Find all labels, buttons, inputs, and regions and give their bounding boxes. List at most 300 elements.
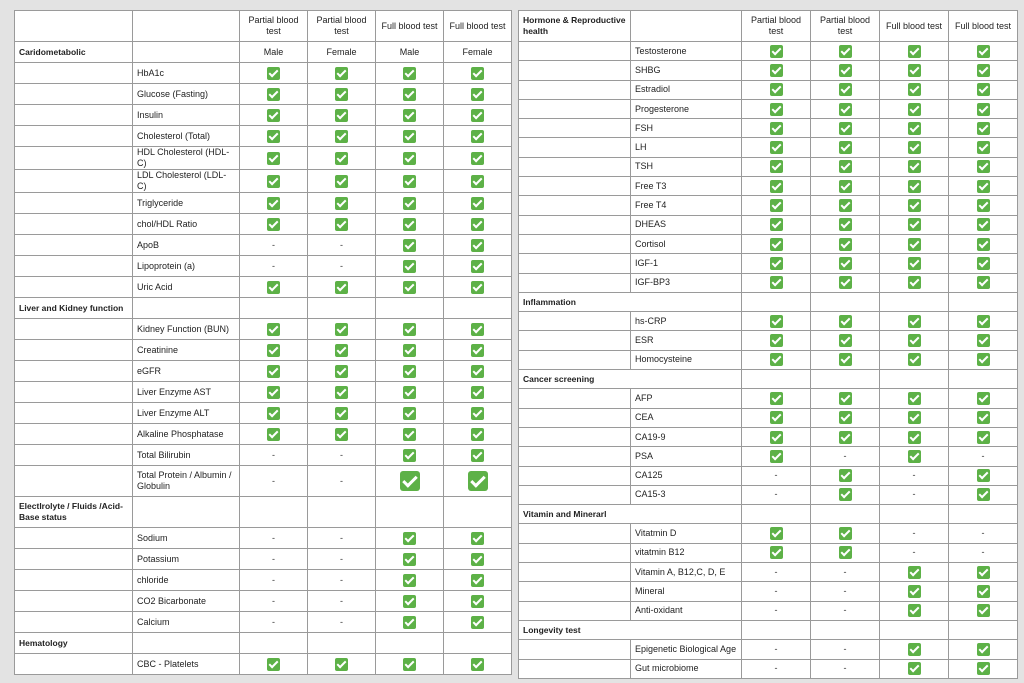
status-cell bbox=[308, 361, 376, 382]
table-row bbox=[519, 177, 1018, 196]
table-row bbox=[15, 193, 512, 214]
dash-mark: - bbox=[774, 470, 778, 481]
check-icon bbox=[335, 197, 348, 210]
status-cell bbox=[811, 466, 880, 485]
check-icon bbox=[770, 431, 783, 444]
section-spacer-cell bbox=[519, 350, 631, 369]
check-icon bbox=[267, 218, 280, 231]
section-spacer-cell bbox=[15, 612, 133, 633]
column-header: Partial blood test bbox=[742, 11, 811, 42]
dash-mark: - bbox=[340, 449, 343, 460]
status-cell bbox=[308, 445, 376, 466]
status-cell bbox=[444, 84, 512, 105]
status-cell bbox=[444, 403, 512, 424]
table-row bbox=[15, 612, 512, 633]
check-icon bbox=[977, 643, 990, 656]
status-cell bbox=[240, 277, 308, 298]
test-name: Alkaline Phosphatase bbox=[133, 424, 240, 445]
status-cell bbox=[308, 126, 376, 147]
section-spacer-cell bbox=[519, 447, 631, 466]
header-row bbox=[519, 11, 1018, 42]
table-row bbox=[15, 214, 512, 235]
status-cell bbox=[376, 277, 444, 298]
check-icon bbox=[471, 239, 484, 252]
check-icon bbox=[403, 152, 416, 165]
status-cell bbox=[742, 408, 811, 427]
status-cell bbox=[376, 654, 444, 675]
section-row bbox=[519, 370, 1018, 389]
check-icon bbox=[770, 141, 783, 154]
status-cell bbox=[444, 361, 512, 382]
section-spacer-cell bbox=[519, 215, 631, 234]
empty-cell bbox=[742, 620, 811, 639]
check-icon bbox=[977, 103, 990, 116]
dash-mark: - bbox=[340, 595, 343, 606]
status-cell bbox=[240, 235, 308, 256]
empty-cell bbox=[376, 497, 444, 528]
table-row bbox=[519, 99, 1018, 118]
dash-mark: - bbox=[981, 528, 985, 539]
status-cell bbox=[949, 196, 1018, 215]
status-cell bbox=[376, 570, 444, 591]
status-cell bbox=[949, 273, 1018, 292]
section-spacer-cell bbox=[519, 80, 631, 99]
section-spacer-cell bbox=[519, 254, 631, 273]
status-cell bbox=[811, 99, 880, 118]
table-row bbox=[519, 119, 1018, 138]
check-icon bbox=[471, 407, 484, 420]
dash-mark: - bbox=[340, 260, 343, 271]
check-icon bbox=[977, 392, 990, 405]
test-name: Potassium bbox=[133, 549, 240, 570]
status-cell bbox=[240, 570, 308, 591]
check-icon bbox=[335, 218, 348, 231]
check-icon bbox=[908, 662, 921, 675]
dash-mark: - bbox=[272, 532, 275, 543]
dash-mark: - bbox=[340, 475, 343, 486]
status-cell bbox=[308, 403, 376, 424]
status-cell bbox=[240, 612, 308, 633]
status-cell bbox=[742, 138, 811, 157]
check-icon bbox=[908, 604, 921, 617]
status-cell bbox=[949, 42, 1018, 61]
status-cell bbox=[444, 549, 512, 570]
status-cell bbox=[240, 382, 308, 403]
dash-mark: - bbox=[340, 616, 343, 627]
check-icon bbox=[267, 407, 280, 420]
section-title: Cancer screening bbox=[519, 370, 742, 389]
section-spacer-cell bbox=[15, 591, 133, 612]
check-icon bbox=[908, 353, 921, 366]
table-row bbox=[519, 254, 1018, 273]
empty-cell bbox=[880, 292, 949, 311]
check-icon bbox=[267, 281, 280, 294]
table-row bbox=[15, 63, 512, 84]
left-test-table bbox=[14, 10, 512, 675]
check-icon bbox=[839, 276, 852, 289]
check-icon bbox=[977, 45, 990, 58]
check-icon bbox=[335, 323, 348, 336]
right-test-table bbox=[518, 10, 1018, 679]
status-cell bbox=[949, 524, 1018, 543]
section-spacer-cell bbox=[15, 319, 133, 340]
check-icon bbox=[839, 392, 852, 405]
check-icon bbox=[908, 141, 921, 154]
dash-mark: - bbox=[912, 528, 916, 539]
check-icon bbox=[770, 411, 783, 424]
status-cell bbox=[880, 42, 949, 61]
check-icon bbox=[839, 546, 852, 559]
test-name: Free T3 bbox=[631, 177, 742, 196]
check-icon bbox=[977, 585, 990, 598]
check-icon bbox=[839, 180, 852, 193]
table-row bbox=[15, 445, 512, 466]
check-icon bbox=[977, 315, 990, 328]
check-icon bbox=[908, 643, 921, 656]
check-icon bbox=[839, 160, 852, 173]
check-icon bbox=[471, 386, 484, 399]
status-cell bbox=[949, 331, 1018, 350]
status-cell bbox=[880, 331, 949, 350]
check-icon bbox=[471, 152, 484, 165]
check-icon bbox=[403, 449, 416, 462]
dash-mark: - bbox=[843, 643, 847, 654]
test-name: Vitatmin D bbox=[631, 524, 742, 543]
check-icon bbox=[770, 334, 783, 347]
status-cell bbox=[376, 214, 444, 235]
check-icon bbox=[471, 553, 484, 566]
section-spacer-cell bbox=[15, 170, 133, 193]
check-icon bbox=[267, 344, 280, 357]
check-icon bbox=[908, 122, 921, 135]
status-cell bbox=[240, 445, 308, 466]
check-icon bbox=[908, 218, 921, 231]
status-cell bbox=[742, 601, 811, 620]
check-icon bbox=[267, 386, 280, 399]
section-spacer-cell bbox=[519, 466, 631, 485]
section-spacer-cell bbox=[519, 659, 631, 678]
check-icon bbox=[267, 658, 280, 671]
status-cell bbox=[949, 408, 1018, 427]
test-name: Anti-oxidant bbox=[631, 601, 742, 620]
status-cell bbox=[376, 340, 444, 361]
check-icon bbox=[977, 141, 990, 154]
check-icon bbox=[770, 238, 783, 251]
status-cell bbox=[240, 63, 308, 84]
status-cell bbox=[949, 312, 1018, 331]
table-row bbox=[519, 157, 1018, 176]
check-icon bbox=[267, 197, 280, 210]
status-cell bbox=[880, 659, 949, 678]
status-cell bbox=[949, 485, 1018, 504]
dash-mark: - bbox=[912, 489, 916, 500]
status-cell bbox=[742, 389, 811, 408]
check-icon bbox=[839, 315, 852, 328]
status-cell bbox=[240, 361, 308, 382]
section-spacer-cell bbox=[15, 193, 133, 214]
status-cell bbox=[444, 214, 512, 235]
status-cell bbox=[880, 466, 949, 485]
check-icon bbox=[908, 160, 921, 173]
check-icon bbox=[908, 566, 921, 579]
status-cell bbox=[880, 427, 949, 446]
check-icon bbox=[908, 45, 921, 58]
column-subheader: Female bbox=[444, 42, 512, 63]
section-row bbox=[15, 497, 512, 528]
check-icon bbox=[977, 257, 990, 270]
check-icon bbox=[403, 197, 416, 210]
column-subheader: Male bbox=[376, 42, 444, 63]
status-cell bbox=[742, 524, 811, 543]
table-row bbox=[519, 582, 1018, 601]
test-name: hs-CRP bbox=[631, 312, 742, 331]
empty-cell bbox=[949, 505, 1018, 524]
status-cell bbox=[376, 170, 444, 193]
table-row bbox=[519, 640, 1018, 659]
test-name: Calcium bbox=[133, 612, 240, 633]
status-cell bbox=[742, 427, 811, 446]
status-cell bbox=[811, 640, 880, 659]
empty-cell bbox=[880, 505, 949, 524]
status-cell bbox=[949, 389, 1018, 408]
check-icon bbox=[471, 218, 484, 231]
status-cell bbox=[308, 591, 376, 612]
status-cell bbox=[742, 659, 811, 678]
check-icon bbox=[770, 180, 783, 193]
status-cell bbox=[376, 382, 444, 403]
status-cell bbox=[880, 350, 949, 369]
status-cell bbox=[308, 466, 376, 497]
empty-cell bbox=[308, 298, 376, 319]
status-cell bbox=[949, 447, 1018, 466]
check-icon bbox=[908, 103, 921, 116]
column-header: Full blood test bbox=[949, 11, 1018, 42]
status-cell bbox=[444, 105, 512, 126]
status-cell bbox=[376, 424, 444, 445]
test-name: ApoB bbox=[133, 235, 240, 256]
status-cell bbox=[742, 42, 811, 61]
status-cell bbox=[240, 340, 308, 361]
check-icon bbox=[770, 160, 783, 173]
status-cell bbox=[742, 177, 811, 196]
status-cell bbox=[444, 570, 512, 591]
check-icon bbox=[403, 616, 416, 629]
check-icon bbox=[770, 257, 783, 270]
status-cell bbox=[444, 424, 512, 445]
status-cell bbox=[949, 61, 1018, 80]
empty-cell bbox=[133, 633, 240, 654]
status-cell bbox=[240, 193, 308, 214]
section-title: Vitamin and Minerarl bbox=[519, 505, 742, 524]
table-row bbox=[519, 80, 1018, 99]
test-name: HDL Cholesterol (HDL-C) bbox=[133, 147, 240, 170]
check-icon bbox=[770, 64, 783, 77]
table-row bbox=[15, 361, 512, 382]
status-cell bbox=[444, 277, 512, 298]
status-cell bbox=[880, 582, 949, 601]
test-name: Mineral bbox=[631, 582, 742, 601]
empty-cell bbox=[949, 620, 1018, 639]
check-icon bbox=[977, 122, 990, 135]
empty-cell bbox=[444, 633, 512, 654]
section-spacer-cell bbox=[519, 177, 631, 196]
status-cell bbox=[444, 256, 512, 277]
table-row bbox=[519, 659, 1018, 678]
status-cell bbox=[742, 273, 811, 292]
check-icon bbox=[977, 64, 990, 77]
check-icon bbox=[471, 365, 484, 378]
status-cell bbox=[811, 659, 880, 678]
check-icon bbox=[908, 276, 921, 289]
check-icon bbox=[839, 64, 852, 77]
check-icon bbox=[403, 175, 416, 188]
check-icon bbox=[977, 218, 990, 231]
check-icon bbox=[403, 595, 416, 608]
table-row bbox=[519, 524, 1018, 543]
section-spacer-cell bbox=[15, 63, 133, 84]
status-cell bbox=[308, 235, 376, 256]
check-icon bbox=[770, 103, 783, 116]
dash-mark: - bbox=[843, 605, 847, 616]
status-cell bbox=[880, 601, 949, 620]
dash-mark: - bbox=[340, 239, 343, 250]
test-name: Insulin bbox=[133, 105, 240, 126]
status-cell bbox=[308, 382, 376, 403]
dash-mark: - bbox=[340, 553, 343, 564]
table-row bbox=[519, 350, 1018, 369]
status-cell bbox=[308, 654, 376, 675]
section-spacer-cell bbox=[15, 382, 133, 403]
test-name: AFP bbox=[631, 389, 742, 408]
test-name: LDL Cholesterol (LDL-C) bbox=[133, 170, 240, 193]
empty-cell bbox=[811, 505, 880, 524]
status-cell bbox=[949, 119, 1018, 138]
status-cell bbox=[880, 485, 949, 504]
check-icon bbox=[770, 45, 783, 58]
table-row bbox=[519, 138, 1018, 157]
section-spacer-cell bbox=[519, 196, 631, 215]
status-cell bbox=[880, 234, 949, 253]
status-cell bbox=[308, 340, 376, 361]
test-name: Liver Enzyme ALT bbox=[133, 403, 240, 424]
dash-mark: - bbox=[340, 574, 343, 585]
empty-cell bbox=[376, 633, 444, 654]
section-spacer-cell bbox=[519, 331, 631, 350]
check-icon bbox=[471, 323, 484, 336]
empty-cell bbox=[308, 497, 376, 528]
check-icon bbox=[471, 109, 484, 122]
table-row bbox=[15, 126, 512, 147]
dash-mark: - bbox=[774, 663, 778, 674]
section-spacer-cell bbox=[519, 389, 631, 408]
status-cell bbox=[811, 215, 880, 234]
column-header: Partial blood test bbox=[308, 11, 376, 42]
test-name: Creatinine bbox=[133, 340, 240, 361]
status-cell bbox=[811, 350, 880, 369]
table-row bbox=[519, 485, 1018, 504]
status-cell bbox=[376, 549, 444, 570]
table-row bbox=[15, 424, 512, 445]
status-cell bbox=[240, 466, 308, 497]
check-icon bbox=[267, 428, 280, 441]
section-spacer-cell bbox=[519, 157, 631, 176]
check-icon bbox=[977, 604, 990, 617]
check-icon bbox=[977, 160, 990, 173]
status-cell bbox=[880, 543, 949, 562]
status-cell bbox=[949, 254, 1018, 273]
table-row bbox=[15, 403, 512, 424]
section-spacer-cell bbox=[519, 312, 631, 331]
status-cell bbox=[308, 256, 376, 277]
section-spacer-cell bbox=[519, 485, 631, 504]
check-icon bbox=[403, 281, 416, 294]
table-row bbox=[15, 256, 512, 277]
status-cell bbox=[240, 126, 308, 147]
section-row bbox=[15, 633, 512, 654]
table-row bbox=[15, 319, 512, 340]
test-name: CA125 bbox=[631, 466, 742, 485]
table-row bbox=[519, 601, 1018, 620]
check-icon bbox=[908, 411, 921, 424]
status-cell bbox=[949, 177, 1018, 196]
test-name: PSA bbox=[631, 447, 742, 466]
status-cell bbox=[811, 234, 880, 253]
check-icon bbox=[403, 88, 416, 101]
status-cell bbox=[308, 549, 376, 570]
check-icon bbox=[770, 353, 783, 366]
table-row bbox=[519, 273, 1018, 292]
test-name: Triglyceride bbox=[133, 193, 240, 214]
status-cell bbox=[880, 312, 949, 331]
status-cell bbox=[949, 601, 1018, 620]
check-icon bbox=[977, 238, 990, 251]
status-cell bbox=[742, 582, 811, 601]
status-cell bbox=[742, 61, 811, 80]
check-icon bbox=[471, 449, 484, 462]
test-name: chol/HDL Ratio bbox=[133, 214, 240, 235]
check-icon bbox=[839, 257, 852, 270]
status-cell bbox=[444, 170, 512, 193]
check-icon bbox=[267, 323, 280, 336]
check-icon bbox=[908, 431, 921, 444]
empty-cell bbox=[133, 497, 240, 528]
test-name: HbA1c bbox=[133, 63, 240, 84]
check-icon bbox=[977, 488, 990, 501]
status-cell bbox=[240, 549, 308, 570]
check-icon bbox=[403, 386, 416, 399]
status-cell bbox=[742, 640, 811, 659]
status-cell bbox=[444, 193, 512, 214]
table-row bbox=[15, 277, 512, 298]
test-name: vitatmin B12 bbox=[631, 543, 742, 562]
status-cell bbox=[880, 177, 949, 196]
check-icon bbox=[977, 411, 990, 424]
check-icon bbox=[471, 281, 484, 294]
status-cell bbox=[742, 157, 811, 176]
dash-mark: - bbox=[774, 585, 778, 596]
check-icon bbox=[335, 152, 348, 165]
status-cell bbox=[949, 234, 1018, 253]
dash-mark: - bbox=[912, 470, 916, 481]
check-icon bbox=[977, 83, 990, 96]
check-icon bbox=[977, 199, 990, 212]
status-cell bbox=[742, 543, 811, 562]
status-cell bbox=[949, 543, 1018, 562]
status-cell bbox=[811, 447, 880, 466]
status-cell bbox=[949, 640, 1018, 659]
status-cell bbox=[811, 485, 880, 504]
test-name: Progesterone bbox=[631, 99, 742, 118]
